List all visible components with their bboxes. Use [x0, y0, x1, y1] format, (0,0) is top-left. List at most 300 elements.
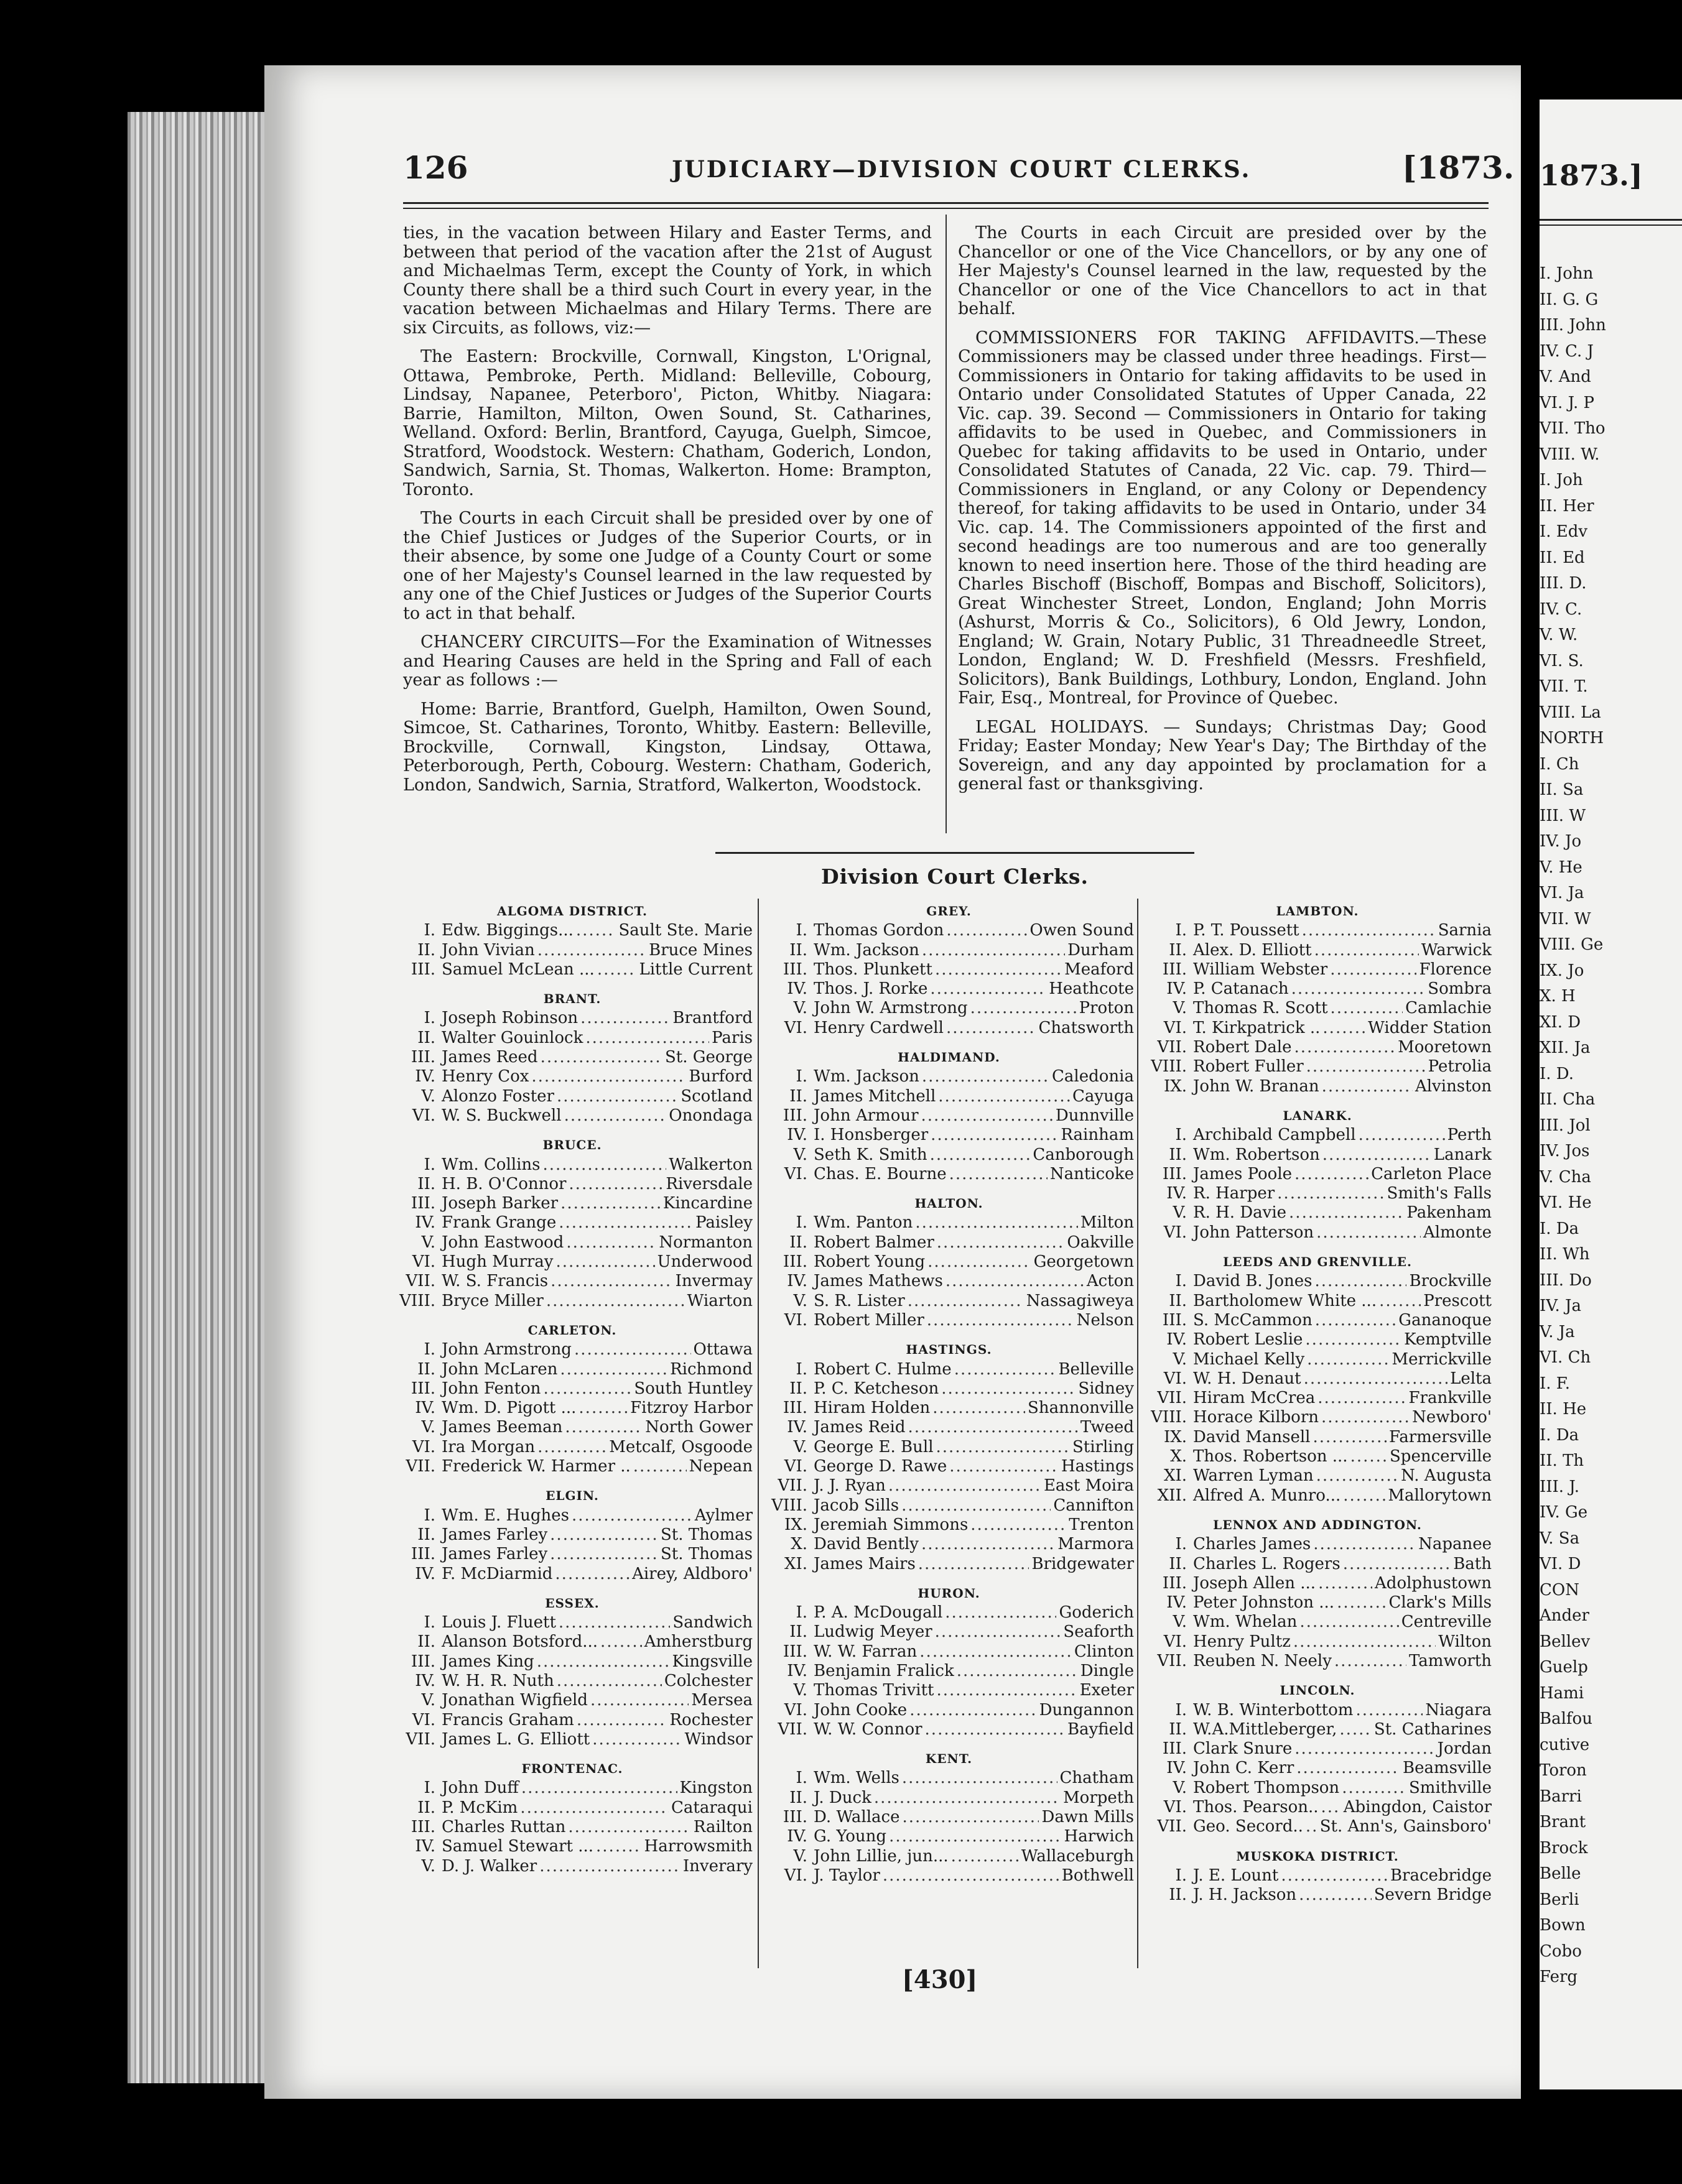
district-heading: FRONTENAC.: [521, 1761, 623, 1777]
leader-dots: [1281, 1866, 1388, 1886]
clerk-entry: [764, 1292, 1134, 1311]
leader-dots: [925, 1720, 1065, 1739]
facing-page-line: VI. D: [1540, 1555, 1581, 1573]
year-label: [1873.: [1402, 149, 1515, 186]
column-divider: [758, 899, 759, 1968]
leader-dots: [957, 1662, 1078, 1681]
division-numeral: I.: [1175, 1126, 1187, 1145]
clerk-name: John Cooke: [814, 1700, 908, 1719]
section-gap: [764, 1184, 1134, 1194]
place-name: Shannonville: [1028, 1399, 1134, 1418]
facing-page-line: I. Ch: [1540, 754, 1579, 774]
leader-dots: [556, 1252, 655, 1272]
leader-dots: [1318, 1574, 1372, 1593]
clerk-entry: [392, 1545, 753, 1564]
clerk-name: F. McDiarmid: [442, 1564, 553, 1583]
clerk-entry: [764, 1379, 1134, 1399]
leader-dots: [592, 1730, 682, 1749]
division-numeral: V.: [793, 1437, 807, 1456]
division-numeral: III.: [1162, 1310, 1187, 1330]
clerk-name: Henry Cardwell: [814, 1018, 944, 1037]
clerk-name: Thomas Gordon: [814, 921, 944, 940]
district-heading: LINCOLN.: [1280, 1683, 1355, 1698]
facing-page-line: Belle: [1540, 1864, 1581, 1883]
clerk-entry: [392, 1379, 753, 1399]
facing-page-line: CON: [1540, 1580, 1579, 1599]
facing-page-line: I. John: [1540, 264, 1594, 283]
clerk-entry: [1143, 1555, 1492, 1574]
clerk-name: Jeremiah Simmons: [814, 1515, 969, 1534]
clerk-name: Thos. Pearson..: [1193, 1798, 1319, 1817]
division-numeral: VI.: [784, 1310, 807, 1330]
clerk-entry: [392, 1067, 753, 1086]
clerk-name: S. McCammon: [1193, 1310, 1313, 1330]
facing-page-line: X. H: [1540, 987, 1576, 1006]
district-heading: HASTINGS.: [906, 1342, 992, 1358]
clerk-entry: [764, 1252, 1134, 1272]
clerk-entry: [1143, 1350, 1492, 1369]
clerk-name: Robert Fuller: [1193, 1057, 1304, 1076]
leader-dots: [951, 1847, 1019, 1866]
clerk-entry: [1143, 941, 1492, 960]
clerk-name: James Mathews: [814, 1272, 943, 1291]
leader-dots: [937, 1233, 1065, 1252]
facing-page-line: II. Cha: [1540, 1090, 1596, 1109]
leader-dots: [1304, 1369, 1447, 1389]
place-name: N. Augusta: [1401, 1466, 1492, 1486]
clerk-entry: [764, 1622, 1134, 1642]
leader-dots: [559, 1613, 671, 1632]
section-gap: [392, 979, 753, 989]
clerk-name: P. Catanach: [1193, 979, 1289, 999]
clerk-entry: [764, 1827, 1134, 1846]
clerk-entry: [764, 1847, 1134, 1866]
clerk-entry: [1143, 1739, 1492, 1759]
place-name: Alvinston: [1415, 1076, 1492, 1096]
section-gap: [764, 1574, 1134, 1584]
facing-page-line: III. J.: [1540, 1477, 1580, 1496]
place-name: Nassagiweya: [1026, 1291, 1134, 1310]
place-name: St. George: [664, 1048, 753, 1067]
clerk-name: David Bently: [814, 1535, 919, 1554]
place-name: Brockville: [1409, 1272, 1492, 1291]
place-name: Spencerville: [1390, 1447, 1492, 1466]
clerk-name: J. Taylor: [814, 1866, 880, 1885]
district-heading: LENNOX AND ADDINGTON.: [1213, 1517, 1422, 1532]
clerk-entry: [1143, 1428, 1492, 1447]
division-numeral: IV.: [1166, 1184, 1187, 1203]
leader-dots: [1342, 1779, 1406, 1798]
leader-dots: [572, 1506, 692, 1525]
division-numeral: IV.: [1166, 1593, 1187, 1613]
place-name: Sidney: [1078, 1379, 1134, 1398]
district-heading: BRANT.: [543, 991, 602, 1007]
clerk-name: Hiram McCrea: [1193, 1389, 1316, 1408]
division-numeral: VI.: [1163, 1369, 1187, 1388]
leader-dots: [909, 1701, 1036, 1720]
leader-dots: [874, 1788, 1061, 1808]
division-numeral: VI.: [784, 1866, 807, 1885]
leader-dots: [954, 1360, 1056, 1379]
place-name: Rainham: [1061, 1126, 1134, 1145]
place-name: Ottawa: [693, 1340, 753, 1359]
division-numeral: X.: [791, 1535, 807, 1554]
leader-dots: [908, 1292, 1024, 1311]
place-name: Seaforth: [1063, 1622, 1134, 1642]
division-numeral: III.: [411, 1652, 435, 1671]
clerk-name: Wm. Panton: [814, 1213, 913, 1233]
leader-dots: [945, 1603, 1056, 1622]
leader-dots: [938, 1087, 1070, 1106]
facing-page-line: VIII. Ge: [1540, 935, 1604, 954]
division-numeral: IV.: [787, 1418, 807, 1437]
clerk-entry: [764, 1555, 1134, 1574]
division-numeral: XII.: [1157, 1486, 1187, 1505]
facing-page-line: VI. Ja: [1540, 884, 1584, 902]
district-heading: HURON.: [918, 1585, 980, 1601]
place-name: Airey, Aldboro': [632, 1564, 753, 1583]
leader-dots: [537, 1652, 670, 1672]
clerk-name: S. R. Lister: [814, 1291, 905, 1310]
clerk-name: Peter Johnston ...: [1193, 1593, 1335, 1613]
facing-page-line: NORTH: [1540, 729, 1604, 747]
leader-dots: [941, 1379, 1076, 1399]
page-footer-number: [430]: [902, 1965, 978, 1994]
place-name: Exeter: [1079, 1681, 1134, 1700]
division-numeral: II.: [789, 1622, 807, 1642]
clerk-name: Frank Grange: [442, 1213, 557, 1233]
clerk-entry: [764, 1662, 1134, 1681]
clerk-entry: [1143, 1272, 1492, 1291]
place-name: Kingsville: [672, 1652, 753, 1671]
clerk-entry: [1143, 1759, 1492, 1778]
place-name: Carleton Place: [1371, 1164, 1492, 1183]
leader-dots: [1334, 1652, 1406, 1671]
clerk-name: John Lillie, jun...: [814, 1846, 949, 1866]
facing-page-line: II. Sa: [1540, 780, 1584, 799]
division-numeral: VIII.: [771, 1496, 807, 1515]
leader-dots: [930, 1145, 1031, 1165]
division-numeral: II.: [417, 940, 435, 960]
leader-dots: [949, 1165, 1048, 1184]
clerk-name: P. T. Poussett: [1193, 921, 1299, 940]
division-numeral: XI.: [1163, 1466, 1187, 1486]
place-name: Kemptville: [1404, 1330, 1492, 1349]
division-numeral: I.: [796, 1359, 807, 1379]
leader-dots: [578, 1399, 628, 1418]
clerk-name: Bryce Miller: [442, 1291, 544, 1310]
facing-page-line: Hami: [1540, 1683, 1584, 1703]
division-numeral: VIII.: [399, 1291, 435, 1310]
facing-page-line: IV. Ja: [1540, 1297, 1581, 1315]
clerk-entry: [764, 1515, 1134, 1535]
section-rule: [715, 852, 1194, 854]
clerk-entry: [764, 1399, 1134, 1418]
leader-dots: [1316, 1223, 1421, 1242]
clerk-entry: [764, 1603, 1134, 1622]
clerk-name: Francis Graham: [442, 1710, 574, 1729]
clerk-entry: [1143, 1389, 1492, 1408]
place-name: Trenton: [1069, 1515, 1134, 1534]
place-name: Clinton: [1074, 1642, 1134, 1661]
clerk-entry: [392, 1837, 753, 1856]
division-numeral: IV.: [787, 979, 807, 999]
leader-dots: [565, 1418, 643, 1437]
division-numeral: IX.: [1163, 1427, 1187, 1446]
facing-page-line: Guelp: [1540, 1658, 1588, 1677]
facing-page-line: II. He: [1540, 1400, 1587, 1418]
clerk-entry: [392, 1272, 753, 1291]
clerk-name: Hugh Murray: [442, 1252, 554, 1272]
leader-dots: [883, 1866, 1059, 1886]
division-numeral: VI.: [1163, 1018, 1187, 1037]
clerk-name: Wm. Whelan: [1193, 1613, 1298, 1632]
facing-page-line: Ferg: [1540, 1968, 1578, 1986]
place-name: Bridgewater: [1031, 1554, 1134, 1573]
clerk-entry: [1143, 1184, 1492, 1203]
place-name: Florence: [1419, 960, 1492, 979]
section-gap: [1143, 1837, 1492, 1847]
clerk-name: Benjamin Fralick: [814, 1661, 954, 1680]
division-numeral: VI.: [412, 1710, 435, 1729]
place-name: Dunnville: [1055, 1106, 1134, 1125]
facing-page: [1540, 99, 1682, 2089]
leader-dots: [569, 1175, 663, 1194]
clerk-entry: [1143, 960, 1492, 979]
leader-dots: [1317, 1389, 1406, 1408]
place-name: Prescott: [1423, 1291, 1492, 1310]
leader-dots: [1294, 1038, 1395, 1057]
clerk-name: John C. Kerr: [1193, 1759, 1294, 1778]
section-gap: [392, 1476, 753, 1486]
place-name: Paris: [712, 1028, 753, 1047]
clerk-entry: [392, 1399, 753, 1418]
leader-dots: [935, 960, 1062, 979]
leader-dots: [537, 1438, 606, 1457]
division-numeral: II.: [1169, 940, 1187, 960]
clerk-entry: [392, 1857, 753, 1876]
clerk-name: Alanson Botsford...: [442, 1632, 598, 1652]
place-name: Warwick: [1421, 940, 1492, 960]
place-name: Lelta: [1450, 1369, 1492, 1388]
facing-page-line: I. D.: [1540, 1064, 1574, 1083]
clerk-name: John Eastwood: [442, 1233, 564, 1252]
division-numeral: VII.: [778, 1476, 807, 1496]
clerk-entry: [1143, 1866, 1492, 1886]
paragraph: ties, in the vacation between Hilary and Easter Terms, and between that period of the vacation after the 21st of August and Michaelmas Term, except the County of York, in which County there shall be a third such Court in every year, in the vacation between Michaelmas and Hilary Terms. There are six Circuits, as follows, viz:—: [403, 223, 932, 338]
clerk-entry: [392, 1233, 753, 1252]
place-name: Farmersville: [1388, 1427, 1492, 1446]
place-name: Bath: [1453, 1554, 1492, 1573]
place-name: Petrolia: [1428, 1057, 1492, 1076]
leader-dots: [1355, 1701, 1423, 1720]
clerk-name: George D. Rawe: [814, 1457, 947, 1476]
division-numeral: III.: [783, 1642, 807, 1661]
clerk-entry: [1143, 1203, 1492, 1223]
leader-dots: [568, 1818, 691, 1837]
clerk-name: Michael Kelly: [1193, 1349, 1305, 1369]
clerk-entry: [1143, 1613, 1492, 1632]
clerk-name: P. C. Ketcheson: [814, 1379, 939, 1398]
facing-page-line: IX. Jo: [1540, 961, 1584, 980]
facing-page-line: IV. Jo: [1540, 832, 1582, 851]
clerk-entry: [1143, 1292, 1492, 1311]
facing-page-line: I. Da: [1540, 1425, 1579, 1445]
leader-dots: [551, 1272, 673, 1291]
division-numeral: II.: [417, 1028, 435, 1047]
clerk-entry: [764, 1866, 1134, 1886]
place-name: Proton: [1079, 999, 1134, 1018]
place-name: Underwood: [657, 1252, 753, 1272]
division-numeral: V.: [1173, 1203, 1187, 1223]
division-numeral: I.: [424, 1613, 435, 1632]
place-name: Owen Sound: [1029, 921, 1134, 940]
leader-dots: [1343, 1555, 1451, 1574]
clerk-entry: [392, 1730, 753, 1749]
division-numeral: II.: [789, 1086, 807, 1106]
place-name: Inverary: [682, 1856, 753, 1876]
clerk-entry: [392, 941, 753, 960]
leader-dots: [550, 1525, 658, 1545]
place-name: Belleville: [1058, 1359, 1134, 1379]
division-numeral: I.: [796, 1067, 807, 1086]
leader-dots: [546, 1292, 685, 1311]
division-numeral: VIII.: [1151, 1057, 1187, 1076]
leader-dots: [1322, 1077, 1413, 1096]
leader-dots: [932, 1399, 1025, 1418]
clerk-name: Wm. Jackson: [814, 940, 919, 960]
division-numeral: VI.: [1163, 1798, 1187, 1817]
division-numeral: III.: [411, 1545, 435, 1564]
clerk-name: Charles James: [1193, 1535, 1311, 1554]
clerk-entry: [764, 1438, 1134, 1457]
clerk-name: John W. Armstrong: [814, 999, 968, 1018]
clerk-name: James Beeman: [442, 1418, 563, 1437]
leader-dots: [1296, 1759, 1400, 1778]
clerk-name: J. E. Lount: [1193, 1866, 1279, 1885]
leader-dots: [580, 1009, 670, 1028]
place-name: Jordan: [1437, 1739, 1492, 1759]
clerk-name: Samuel Stewart ...: [442, 1837, 594, 1856]
division-numeral: III.: [411, 1048, 435, 1067]
division-numeral: II.: [789, 1233, 807, 1252]
clerk-name: John Vivian: [442, 940, 535, 960]
place-name: Sarnia: [1438, 921, 1492, 940]
clerk-entry: [392, 1155, 753, 1175]
clerk-name: W. S. Buckwell: [442, 1106, 562, 1125]
place-name: Burford: [689, 1067, 753, 1086]
place-name: Dawn Mills: [1041, 1808, 1134, 1827]
clerk-name: W. W. Farran: [814, 1642, 918, 1661]
division-numeral: III.: [411, 960, 435, 979]
clerk-entry: [1143, 1652, 1492, 1671]
place-name: Clark's Mills: [1388, 1593, 1492, 1613]
clerk-name: Thos. Robertson ...: [1193, 1447, 1348, 1466]
place-name: Bayfield: [1067, 1719, 1134, 1739]
leader-dots: [520, 1798, 669, 1818]
clerk-name: Seth K. Smith: [814, 1145, 927, 1164]
leader-dots: [560, 1360, 667, 1379]
facing-page-line: VII. Tho: [1540, 419, 1605, 438]
leader-dots: [539, 1857, 681, 1876]
left-text-column: [403, 224, 932, 805]
leader-dots: [585, 1029, 709, 1048]
clerk-name: D. J. Walker: [442, 1856, 537, 1876]
leader-dots: [557, 1087, 678, 1106]
place-name: Dungannon: [1039, 1700, 1134, 1719]
division-numeral: V.: [421, 1691, 435, 1710]
district-heading: GREY.: [926, 904, 972, 918]
leader-dots: [946, 921, 1027, 940]
clerk-name: Warren Lyman: [1193, 1466, 1314, 1486]
place-name: Hastings: [1061, 1457, 1134, 1476]
leader-dots: [597, 960, 637, 979]
clerk-name: Chas. E. Bourne: [814, 1164, 947, 1183]
facing-page-line: cutive: [1540, 1735, 1590, 1754]
leader-dots: [590, 1691, 689, 1710]
facing-page-line: I. Da: [1540, 1219, 1579, 1238]
facing-page-line: Balfou: [1540, 1710, 1592, 1728]
clerk-name: Thomas Trivitt: [814, 1681, 934, 1700]
clerk-entry: [1143, 1466, 1492, 1486]
leader-dots: [577, 1711, 667, 1730]
place-name: Invermay: [675, 1272, 753, 1291]
clerk-name: D. Wallace: [814, 1808, 900, 1827]
division-numeral: II.: [417, 1525, 435, 1544]
facing-page-line: VI. J. P: [1540, 393, 1595, 412]
leader-dots: [936, 1438, 1070, 1457]
leader-dots: [903, 1808, 1039, 1827]
facing-page-line: V. And: [1540, 368, 1591, 386]
clerk-entry: [764, 941, 1134, 960]
clerk-entry: [764, 1418, 1134, 1437]
district-heading: LAMBTON.: [1276, 904, 1359, 918]
clerk-name: Wm. Robertson: [1193, 1145, 1320, 1164]
leader-dots: [922, 941, 1065, 960]
division-numeral: V.: [793, 1291, 807, 1310]
division-numeral: II.: [1169, 1145, 1187, 1164]
leader-dots: [1316, 1466, 1399, 1486]
clerk-entry: [392, 1252, 753, 1272]
clerk-name: John McLaren: [442, 1359, 558, 1379]
clerk-name: Alonzo Foster: [442, 1086, 554, 1106]
division-numeral: III.: [411, 1194, 435, 1213]
clerk-entry: [764, 960, 1134, 979]
leader-dots: [902, 1769, 1057, 1788]
clerk-entry: [392, 1506, 753, 1525]
clerk-name: John Armstrong: [442, 1340, 572, 1359]
division-numeral: I.: [796, 921, 807, 940]
place-name: Riversdale: [666, 1174, 753, 1193]
place-name: Adolphustown: [1375, 1573, 1492, 1593]
clerk-entry: [764, 1681, 1134, 1700]
division-numeral: VI.: [784, 1700, 807, 1719]
district-heading: KENT.: [925, 1751, 973, 1767]
division-numeral: II.: [1169, 1554, 1187, 1573]
facing-page-line: VI. He: [1540, 1193, 1592, 1212]
place-name: Georgetown: [1033, 1252, 1134, 1272]
leader-dots: [576, 921, 616, 940]
leader-dots: [1331, 999, 1403, 1018]
facing-page-line: Bellev: [1540, 1632, 1591, 1651]
clerk-name: W. W. Connor: [814, 1719, 922, 1739]
leader-dots: [1350, 1447, 1387, 1466]
division-numeral: VI.: [1163, 1632, 1187, 1651]
division-numeral: I.: [424, 1009, 435, 1028]
clerk-entry: [764, 1496, 1134, 1515]
leader-dots: [543, 1379, 631, 1399]
place-name: Harrowsmith: [644, 1837, 753, 1856]
